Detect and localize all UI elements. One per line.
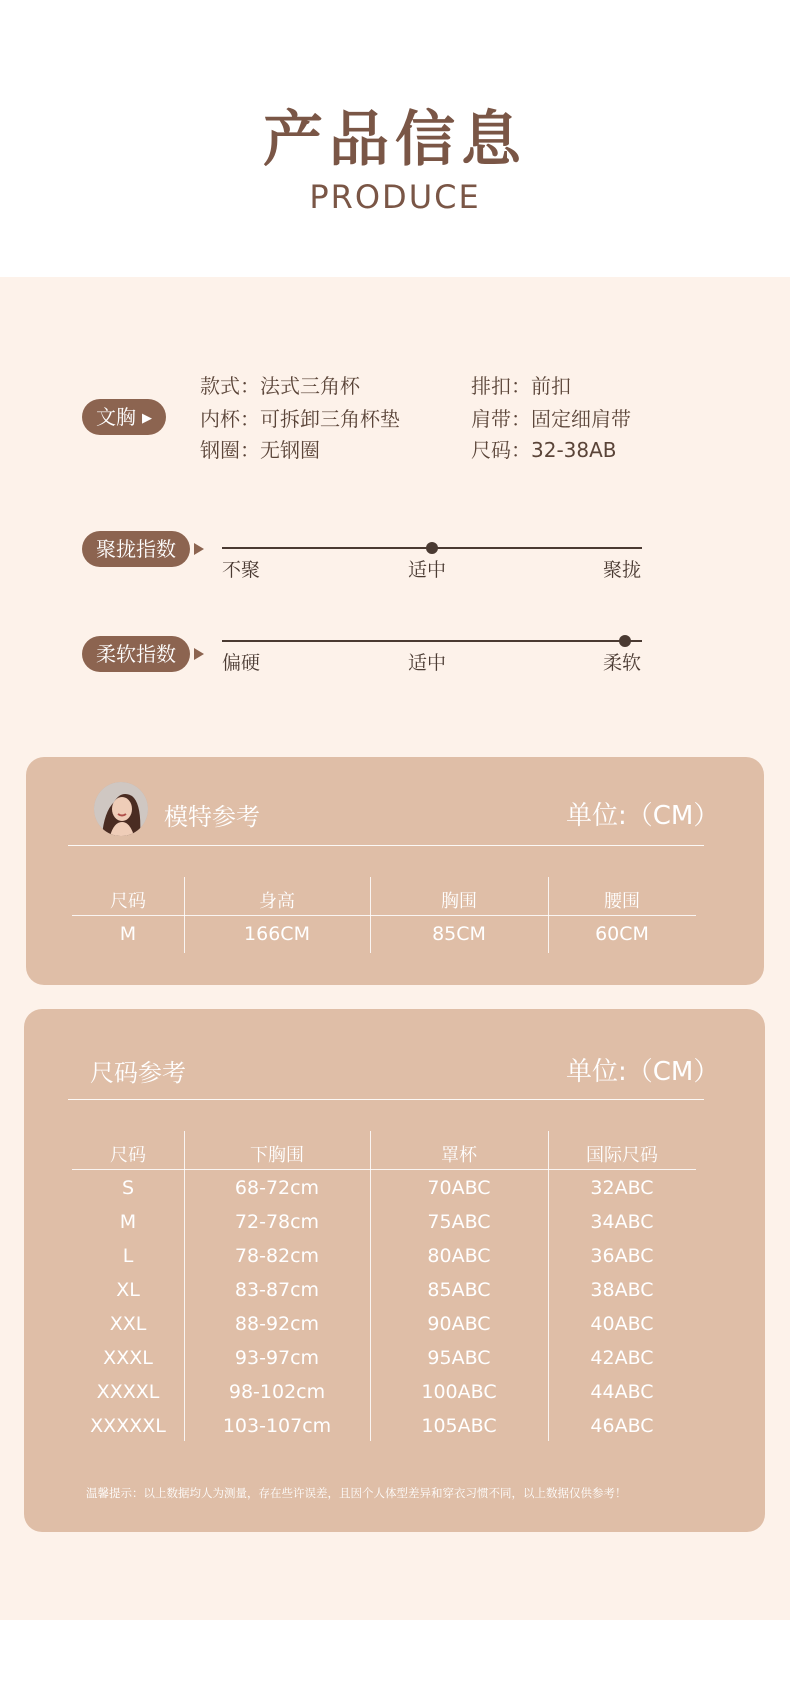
gather-pill-arrow-icon [194,543,204,555]
size-table-row-cell: 95ABC [427,1347,491,1369]
size-table-row-cell: 98-102cm [228,1381,326,1403]
size-table-row-cell: M [119,1211,137,1233]
size-card-divider [68,1099,704,1100]
size-table-row-cell: 93-97cm [234,1347,320,1369]
model-table [72,877,696,953]
spec-inner-cup: 内杯：可拆卸三角杯垫 [200,407,400,431]
size-table-row-cell: 70ABC [427,1177,491,1199]
gather-scale-marker [426,542,438,554]
model-table-header-cell: 胸围 [441,891,477,912]
size-table-row-cell: 44ABC [590,1381,654,1403]
soft-right-label: 柔软 [603,652,642,674]
size-table-row-cell: 72-78cm [234,1211,320,1233]
soft-left-label: 偏硬 [222,652,261,674]
size-table-header-cell: 国际尺码 [586,1145,658,1166]
size-table-row-cell: 34ABC [590,1211,654,1233]
spec-strap: 肩带：固定细肩带 [471,407,631,431]
spec-wire: 钢圈：无钢圈 [200,438,320,462]
soft-index-label: 柔软指数 [96,642,176,666]
page-title: 产品信息 [263,105,527,175]
size-reference-card [24,1009,765,1532]
soft-mid-label: 适中 [408,652,447,674]
spec-buckle: 排扣：前扣 [471,374,571,398]
size-table-row-cell: 90ABC [427,1313,491,1335]
model-card-unit: 单位:（CM） [566,801,720,831]
size-table-row-cell: 46ABC [590,1415,654,1437]
size-table-row-cell: 32ABC [590,1177,654,1199]
soft-pill-arrow-icon [194,648,204,660]
size-table-row-cell: 68-72cm [234,1177,320,1199]
size-table-header-cell: 罩杯 [441,1145,477,1166]
model-table-row-cell: M [119,923,137,945]
size-table-row-cell: XXXL [103,1347,153,1369]
gather-index-label: 聚拢指数 [96,537,176,561]
model-table-row-cell: 166CM [244,923,310,945]
soft-index-pill [82,636,190,672]
size-card-unit: 单位:（CM） [566,1057,720,1087]
play-arrow-icon: ▶ [142,411,152,426]
model-card-divider [68,845,704,846]
size-table-row-cell: XXL [109,1313,147,1335]
size-table-header-cell: 尺码 [110,1145,146,1166]
model-card-title: 模特参考 [164,803,260,831]
page-subtitle: PRODUCE [309,178,481,216]
model-table-header-cell: 身高 [259,891,295,912]
size-table-row-cell: 103-107cm [222,1415,332,1437]
size-table-row-cell: 83-87cm [234,1279,320,1301]
size-table-row-cell: 100ABC [421,1381,497,1403]
size-table-row-cell: XXXXL [96,1381,160,1403]
size-table-row-cell: 80ABC [427,1245,491,1267]
gather-index-pill [82,531,190,567]
model-reference-card [26,757,764,985]
gather-right-label: 聚拢 [603,559,642,581]
category-pill [82,399,166,435]
size-table-row-cell: 42ABC [590,1347,654,1369]
gather-left-label: 不聚 [222,559,261,581]
model-avatar [94,782,148,836]
size-table-row-cell: 105ABC [421,1415,497,1437]
model-table-row-cell: 85CM [432,923,486,945]
model-table-row-cell: 60CM [595,923,649,945]
spec-style: 款式：法式三角杯 [200,374,360,398]
category-label: 文胸 [96,405,136,429]
size-table-row-cell: 38ABC [590,1279,654,1301]
model-table-header-cell: 尺码 [110,891,146,912]
size-card-title: 尺码参考 [90,1059,186,1087]
size-table-row-cell: L [122,1245,134,1267]
size-table [72,1131,696,1467]
size-table-row-cell: 36ABC [590,1245,654,1267]
soft-scale-line [222,640,642,642]
size-table-row-cell: 85ABC [427,1279,491,1301]
size-table-row-cell: XXXXXL [90,1415,166,1437]
size-table-row-cell: 88-92cm [234,1313,320,1335]
size-table-row-cell: XL [116,1279,140,1301]
size-table-row-cell: 78-82cm [234,1245,320,1267]
spec-size: 尺码：32-38AB [471,438,617,462]
disclaimer-note: 温馨提示：以上数据均人为测量，存在些许误差，且因个人体型差异和穿衣习惯不同，以上数据仅供参考！ [86,1486,627,1500]
size-table-header-divider [72,1169,696,1170]
size-table-row-cell: 40ABC [590,1313,654,1335]
header [0,0,790,277]
model-portrait-icon [94,782,148,836]
gather-mid-label: 适中 [408,559,447,581]
model-table-header-cell: 腰围 [604,891,640,912]
size-table-header-cell: 下胸围 [250,1145,304,1166]
model-table-header-divider [72,915,696,916]
size-table-row-cell: S [121,1177,135,1199]
size-table-row-cell: 75ABC [427,1211,491,1233]
